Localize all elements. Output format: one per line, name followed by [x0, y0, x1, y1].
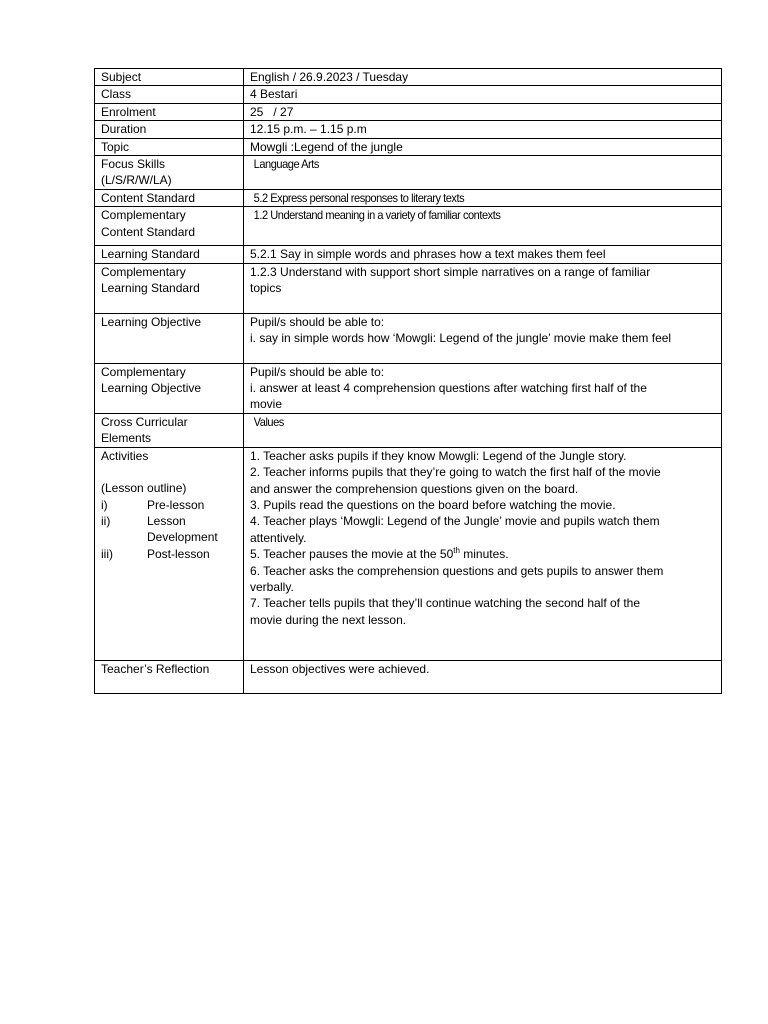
row-cross-curricular: [95, 413, 722, 447]
value-complementary-learning-standard: [244, 263, 722, 313]
value-duration: 12.15 p.m. – 1.15 p.m: [244, 121, 722, 138]
outline-num: i): [101, 497, 108, 512]
step-7a: 7. Teacher tells pupils that they’ll continue watching the second half of the: [250, 596, 641, 611]
cc-label-2: Elements: [101, 431, 152, 446]
label-enrolment: Enrolment: [95, 103, 244, 120]
row-activities: [95, 447, 722, 660]
ccs-label-2: Content Standard: [101, 224, 196, 239]
row-complementary-learning-objective: [95, 363, 722, 413]
step-6a: 6. Teacher asks the comprehension questions and gets pupils to answer them: [250, 563, 664, 578]
focus-skills-value: Language Arts: [253, 157, 319, 172]
label-topic: Topic: [95, 138, 244, 155]
row-content-standard: [95, 189, 722, 206]
row-enrolment: [95, 103, 722, 120]
cls-value-2: topics: [250, 281, 282, 296]
outline-item: [101, 513, 239, 546]
label-learning-objective: Learning Objective: [95, 313, 244, 363]
ccs-value: 1.2 Understand meaning in a variety of familiar contexts: [253, 208, 501, 223]
focus-skills-label-1: Focus Skills: [101, 157, 166, 172]
value-class: 4 Bestari: [244, 86, 722, 103]
value-reflection: Lesson objectives were achieved.: [244, 660, 722, 693]
clo-label-2: Learning Objective: [101, 381, 202, 396]
label-duration: Duration: [95, 121, 244, 138]
row-reflection: [95, 660, 722, 693]
clo-value-2: i. answer at least 4 comprehension questions after watching first half of the: [250, 381, 647, 396]
value-subject: English / 26.9.2023 / Tuesday: [244, 69, 722, 86]
value-learning-objective: [244, 313, 722, 363]
outline-num: ii): [101, 513, 111, 528]
step-5-text: 5. Teacher pauses the movie at the 50: [250, 547, 454, 562]
focus-skills-label-2: (L/S/R/W/LA): [101, 173, 172, 188]
row-topic: [95, 138, 722, 155]
step-2b: and answer the comprehension questions given on the board.: [250, 481, 579, 496]
step-3: 3. Pupils read the questions on the board before watching the movie.: [250, 497, 616, 512]
clo-label-1: Complementary: [101, 364, 186, 379]
row-focus-skills: [95, 156, 722, 190]
step-4b: attentively.: [250, 530, 307, 545]
row-learning-objective: [95, 313, 722, 363]
outline-stage: Post-lesson: [147, 546, 210, 561]
lesson-plan-table: [94, 68, 722, 694]
outline-stage-line: Development: [147, 530, 218, 545]
activities-label: Activities: [101, 448, 149, 463]
outline-num: iii): [101, 546, 113, 561]
value-learning-standard: 5.2.1 Say in simple words and phrases how a text makes them feel: [244, 246, 722, 263]
value-activities: [244, 447, 722, 660]
value-content-standard: [244, 189, 722, 206]
cls-label-2: Learning Standard: [101, 281, 200, 296]
label-complementary-learning-objective: [95, 363, 244, 413]
step-7b: movie during the next lesson.: [250, 612, 407, 627]
label-cross-curricular: [95, 413, 244, 447]
value-complementary-learning-objective: [244, 363, 722, 413]
label-complementary-content-standard: [95, 207, 244, 246]
outline-stage: Pre-lesson: [147, 497, 205, 512]
label-focus-skills: [95, 156, 244, 190]
lo-value-2: i. say in simple words how ‘Mowgli: Legend of the jungle’ movie make them feel: [250, 331, 672, 346]
step-1: 1. Teacher asks pupils if they know Mowgli: Legend of the Jungle story.: [250, 448, 627, 463]
step-5: [250, 546, 717, 562]
row-complementary-learning-standard: [95, 263, 722, 313]
label-activities: [95, 447, 244, 660]
cc-label-1: Cross Curricular: [101, 414, 188, 429]
lo-value-1: Pupil/s should be able to:: [250, 314, 385, 329]
value-cross-curricular: [244, 413, 722, 447]
lesson-outline-label: (Lesson outline): [101, 481, 187, 496]
value-topic: Mowgli :Legend of the jungle: [244, 138, 722, 155]
spacer: [101, 464, 239, 480]
row-subject: [95, 69, 722, 86]
label-reflection: Teacher’s Reflection: [95, 660, 244, 693]
row-complementary-content-standard: [95, 207, 722, 246]
value-complementary-content-standard: [244, 207, 722, 246]
enrolment-text: 25 / 27: [250, 104, 294, 119]
step-5-text-end: minutes.: [459, 547, 509, 562]
label-learning-standard: Learning Standard: [95, 246, 244, 263]
step-4a: 4. Teacher plays ‘Mowgli: Legend of the Jungle’ movie and pupils watch them: [250, 514, 660, 529]
outline-item: [101, 497, 239, 513]
value-focus-skills: [244, 156, 722, 190]
step-2a: 2. Teacher informs pupils that they’re going to watch the first half of the movie: [250, 465, 661, 480]
step-6b: verbally.: [250, 579, 294, 594]
label-complementary-learning-standard: [95, 263, 244, 313]
outline-stage-line: Lesson: [147, 513, 186, 528]
label-class: Class: [95, 86, 244, 103]
clo-value-3: movie: [250, 397, 283, 412]
row-class: [95, 86, 722, 103]
step-5-superscript: th: [453, 546, 460, 556]
cls-label-1: Complementary: [101, 264, 186, 279]
row-learning-standard: [95, 246, 722, 263]
clo-value-1: Pupil/s should be able to:: [250, 364, 385, 379]
label-content-standard: Content Standard: [95, 189, 244, 206]
outline-item: [101, 546, 239, 562]
value-enrolment: [244, 103, 722, 120]
outline-stage: [147, 513, 239, 546]
cc-value: Values: [253, 414, 284, 429]
content-standard-value: 5.2 Express personal responses to literary texts: [253, 190, 465, 205]
cls-value-1: 1.2.3 Understand with support short simple narratives on a range of familiar: [250, 264, 651, 279]
label-subject: Subject: [95, 69, 244, 86]
row-duration: [95, 121, 722, 138]
ccs-label-1: Complementary: [101, 208, 186, 223]
